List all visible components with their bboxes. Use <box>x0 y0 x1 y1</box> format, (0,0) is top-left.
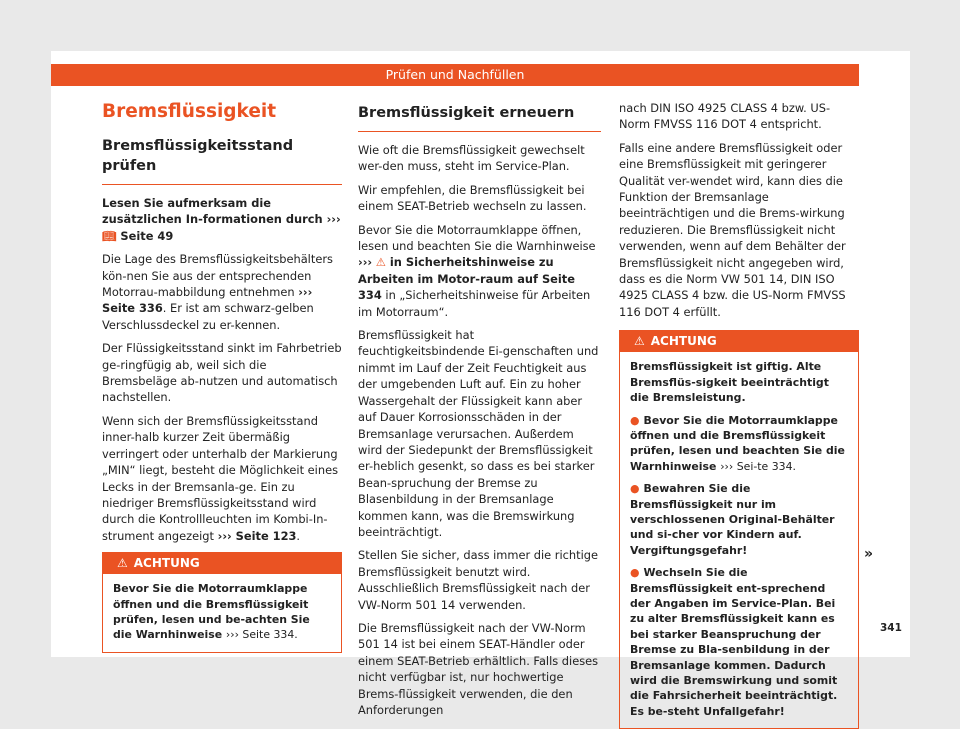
paragraph-leak: Wenn sich der Bremsflüssigkeitsstand inner-halb kurzer Zeit übermäßig verringert oder unterhalb der Markierung „MIN“ liegt, besteht die Möglichkeit eines Lecks in der Bremsanla-ge. Ein zu niedriger Bremsflüssigkeitsstand wird durch die Kontrollleuchten im Kombi-In-strument angezeigt ››› Seite 123. <box>102 413 339 543</box>
warning-body: Bremsflüssigkeit ist giftig. Alte Bremsflüs-sigkeit beeinträchtigt die Bremsleistung. ● Bevor Sie die Motorraumklappe öffnen und die Bremsflüssigkeit prüfen, lesen und beachten Sie die Warnhinweise ››› Sei-te 334. ● Bewahren Sie die Bremsflüssigkeit nur im verschlossenen Original-Behälter und si-cher vor Kindern auf. Vergiftungsgefahr! ● Wechseln Sie die Bremsflüssigkeit ent-sprechend der Angaben im Service-Plan. Bei zu alter Bremsflüssigkeit kann es bei starker Beanspruchung der Bremse zu Bla-senbildung in der Bremsanlage kommen. Dadurch wird die Bremswirkung und somit die Fahrsicherheit beeinträchtigt. Es be-steht Unfallgefahr! <box>620 352 858 728</box>
paragraph: Wir empfehlen, die Bremsflüssigkeit bei einem SEAT-Betrieb wechseln zu lassen. <box>358 182 587 214</box>
paragraph: Stellen Sie sicher, dass immer die richtige Bremsflüssigkeit benutzt wird. Ausschließlich Bremsflüssigkeit nach der VW-Norm 501 14 verwenden. <box>358 548 599 612</box>
list-item: ● Bewahren Sie die Bremsflüssigkeit nur im verschlossenen Original-Behälter und si-cher vor Kindern auf. Vergiftungsgefahr! <box>630 482 835 557</box>
warning-header: ⚠︎ ACHTUNG <box>103 553 341 574</box>
warning-triangle-icon: ⚠︎ <box>375 255 386 270</box>
page-header: Prüfen und Nachfüllen <box>51 64 859 86</box>
column-3 <box>619 100 859 729</box>
warning-triangle-icon: ⚠︎ <box>117 556 128 571</box>
list-item: ● Bevor Sie die Motorraumklappe öffnen und die Bremsflüssigkeit prüfen, lesen und beachten Sie die Warnhinweise ››› Sei-te 334. <box>630 413 845 473</box>
column-2 <box>358 100 601 725</box>
continue-marker: » <box>864 546 874 562</box>
bullet-icon: ● <box>630 566 640 580</box>
page-ref-link[interactable]: in Sicherheitshinweise zu Arbeiten im Motor-raum auf Seite 334 <box>358 255 575 303</box>
bullet-icon: ● <box>630 413 640 427</box>
page-ref-link[interactable]: ››› Sei-te 334. <box>720 459 796 473</box>
column-1 <box>102 100 342 653</box>
warning-triangle-icon: ⚠︎ <box>634 334 645 349</box>
list-item: ● Wechseln Sie die Bremsflüssigkeit ent-sprechend der Angaben im Service-Plan. Bei zu alter Bremsflüssigkeit kann es bei starker Beanspruchung der Bremse zu Bla-senbildung in der Bremsanlage kommen. Dadurch wird die Bremswirkung und somit die Fahrsicherheit beeinträchtigt. Es be-steht Unfallgefahr! <box>630 566 838 718</box>
section-title: Bremsflüssigkeit <box>102 101 277 122</box>
paragraph-location: Die Lage des Bremsflüssigkeitsbehälters kön-nen Sie aus der entsprechenden Motorrau-mabbildung entnehmen ››› Seite 336. Er ist am schwarz-gelben Verschlussdeckel zu er-kennen. <box>102 252 333 332</box>
page-number: 341 <box>880 622 902 634</box>
page-ref-link[interactable]: ››› Seite 123 <box>217 528 297 543</box>
warning-header: ⚠︎ ACHTUNG <box>620 331 858 352</box>
bullet-icon: ● <box>630 482 640 496</box>
warning-box <box>102 552 342 653</box>
subsection-title-check: Bremsflüssigkeitsstand prüfen <box>102 136 342 185</box>
book-icon: 📖︎ <box>102 228 117 243</box>
paragraph: Die Bremsflüssigkeit nach der VW-Norm 501 14 ist bei einem SEAT-Händler oder einem SEAT-Betrieb erhältlich. Falls dieses nicht verfügbar ist, nur hochwertige Brems-flüssigkeit verwenden, die den Anforderungen <box>358 620 599 717</box>
subsection-title-renew: Bremsflüssigkeit erneuern <box>358 100 601 132</box>
warning-body: Bevor Sie die Motorraumklappe öffnen und die Bremsflüssigkeit prüfen, lesen und be-achten Sie die Warnhinweise ››› Seite 334. <box>113 582 310 642</box>
intro-paragraph: Lesen Sie aufmerksam die zusätzlichen In-formationen durch ››› 📖︎ Seite 49 <box>102 196 341 243</box>
warning-box <box>619 330 859 729</box>
paragraph-level-drop: Der Flüssigkeitsstand sinkt im Fahrbetrieb ge-ringfügig ab, weil sich die Bremsbeläge ab-nutzen und automatisch nachstellen. <box>102 341 342 405</box>
page-ref-link[interactable]: ››› Seite 334. <box>225 628 298 642</box>
paragraph: Bremsflüssigkeit hat feuchtigkeitsbindende Ei-genschaften und nimmt im Lauf der Zeit Feuchtigkeit aus der umgebenden Luft auf. Ein zu hoher Wassergehalt der Flüssigkeit kann aber auf Dauer Korrosionsschäden in der Bremsanlage verursachen. Außerdem wird der Siedepunkt der Bremsflüssigkeit er-heblich gesenkt, so dass es bei starker Bean-spruchung der Bremse zu Blasenbildung in der Bremsanlage kommen kann, was die Bremswirkung beeinträchtigt. <box>358 328 599 539</box>
paragraph: nach DIN ISO 4925 CLASS 4 bzw. US-Norm FMVSS 116 DOT 4 entspricht. <box>619 101 831 132</box>
paragraph: Wie oft die Bremsflüssigkeit gewechselt wer-den muss, steht im Service-Plan. <box>358 143 585 174</box>
paragraph-safety-ref: Bevor Sie die Motorraumklappe öffnen, lesen und beachten Sie die Warnhinweise ››› ⚠︎ in Sicherheitshinweise zu Arbeiten im Motor-raum auf Seite 334 in „Sicherheitshinweise für Arbeiten im Motorraum“. <box>358 222 596 319</box>
paragraph: Falls eine andere Bremsflüssigkeit oder eine Bremsflüssigkeit mit geringerer Qualität ver-wendet wird, kann dies die Funktion der Bremsanlage beeinträchtigen und die Brems-wirkung reduzieren. Die Bremsflüssigkeit nicht verwenden, wenn auf dem Behälter der Bremsflüssigkeit nicht angegeben wird, dass es die Norm VW 501 14, DIN ISO 4925 CLASS 4 bzw. die US-Norm FMVSS 116 DOT 4 erfüllt. <box>619 140 846 319</box>
page-ref-link[interactable]: ››› Seite 336 <box>102 285 313 316</box>
